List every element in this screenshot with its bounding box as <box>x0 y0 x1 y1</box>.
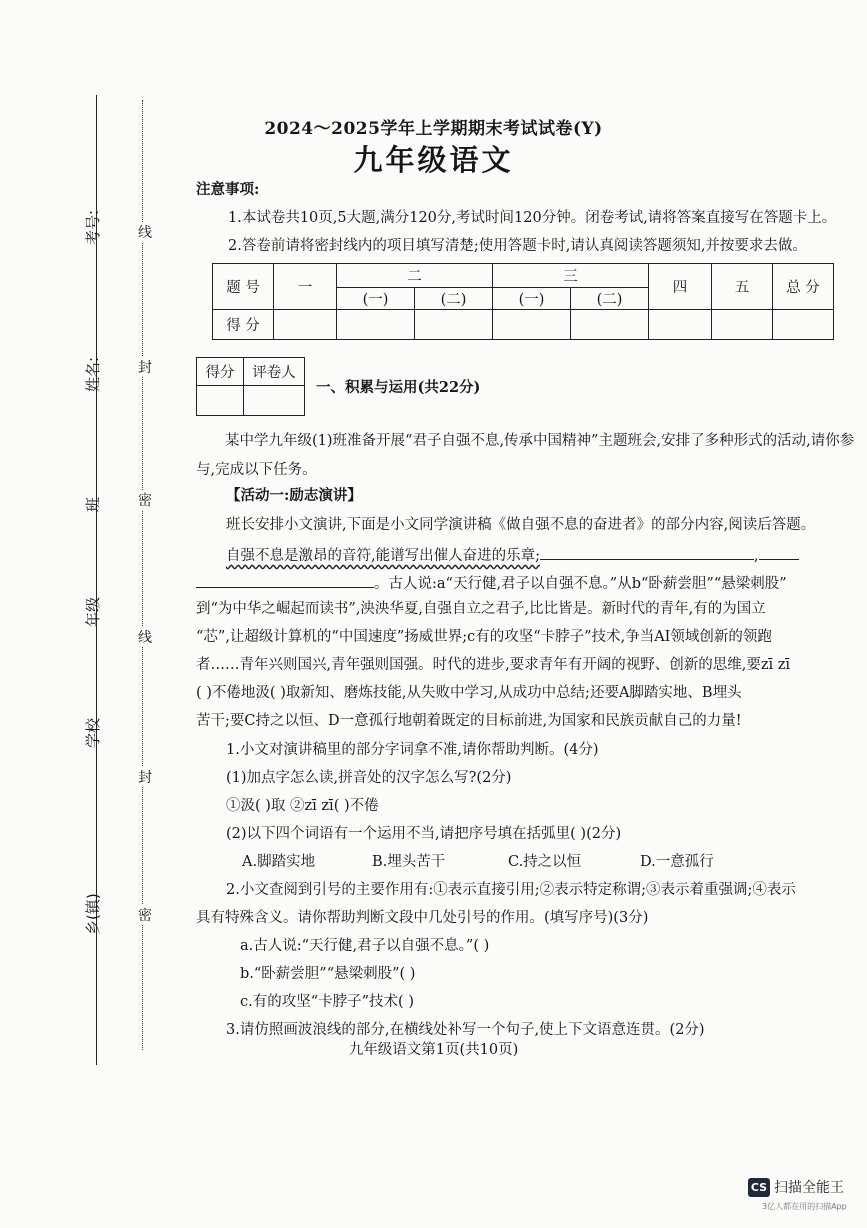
notice-heading: 注意事项: <box>196 181 260 198</box>
score-header-1: 一 <box>274 264 337 310</box>
answer-blank[interactable] <box>759 543 799 560</box>
camscanner-name: 扫描全能王 <box>774 1180 844 1196</box>
notice-item-2: 2.答卷前请将密封线内的项目填写清楚;使用答题卡时,请认真阅读答题须知,并按要求去做。 <box>228 238 807 254</box>
activity-lead: 班长安排小文演讲,下面是小文同学演讲稿《做自强不息的奋进者》的部分内容,阅读后答题。 <box>226 517 816 533</box>
score-cell[interactable] <box>773 310 834 340</box>
passage-line: “芯”,让超级计算机的“中国速度”扬威世界;c有的攻坚“卡脖子”技术,争当AI领域创新的领跑 <box>196 629 772 645</box>
passage-first-line <box>226 543 799 566</box>
score-cell[interactable] <box>712 310 773 340</box>
question-1: 1.小文对演讲稿里的部分字词拿不准,请你帮助判断。(4分) <box>226 742 599 758</box>
exam-subject: 九年级语文 <box>353 143 514 177</box>
score-table <box>212 263 834 340</box>
passage-text: 。古人说:a“天行健,君子以自强不息。”从b“卧薪尝胆”“悬梁刺股” <box>374 576 787 592</box>
option-a: A.脚踏实地 <box>242 854 316 870</box>
blank-comma: , <box>754 548 759 564</box>
seal-word-xian: 线 <box>138 222 152 242</box>
question-1-1: (1)加点字怎么读,拼音处的汉字怎么写?(2分) <box>226 770 512 786</box>
field-name[interactable]: 姓名: <box>84 356 102 392</box>
score-header-5: 五 <box>712 264 773 310</box>
score-header-4: 四 <box>649 264 712 310</box>
passage-line: 者……青年兴则国兴,青年强则国强。时代的进步,要求青年有开阔的视野、创新的思维,要zī zī <box>196 657 790 673</box>
grader-name-label: 评卷人 <box>244 358 305 386</box>
section-title: 一、积累与运用(共22分) <box>316 379 481 396</box>
score-sub-2-1: (一) <box>337 288 415 310</box>
question-2-line-2: 具有特殊含义。请你帮助判断文段中几处引号的作用。(填写序号)(3分) <box>196 910 649 926</box>
seal-word-mi-2: 密 <box>138 905 152 925</box>
page-footer: 九年级语文第1页(共10页) <box>348 1042 519 1058</box>
score-header-total: 总 分 <box>773 264 834 310</box>
camscanner-logo-icon: CS <box>748 1178 770 1197</box>
score-header-3: 三 <box>493 264 649 288</box>
seal-word-xian-2: 线 <box>138 627 152 647</box>
field-township[interactable]: 乡(镇) <box>84 893 102 935</box>
passage-line: 到“为中华之崛起而读书”,泱泱华夏,自强自立之君子,比比皆是。新时代的青年,有的为国立 <box>196 601 766 617</box>
score-header-2: 二 <box>337 264 493 288</box>
field-exam-number[interactable]: 考号: <box>84 209 102 245</box>
question-1-1-items[interactable]: ①汲( )取 ②zī zī( )不倦 <box>226 798 379 814</box>
passage-line <box>196 571 787 594</box>
seal-word-feng: 封 <box>138 357 152 377</box>
option-b: B.埋头苦干 <box>372 854 446 870</box>
camscanner-tagline: 3亿人都在用的扫描App <box>762 1202 847 1211</box>
grader-name-cell[interactable] <box>244 386 305 416</box>
grader-score-label: 得分 <box>197 358 244 386</box>
passage-line: 苦干;要C持之以恒、D一意孤行地朝着既定的目标前进,为国家和民族贡献自己的力量! <box>196 713 742 729</box>
grader-box <box>196 357 305 416</box>
score-cell[interactable] <box>571 310 649 340</box>
notice-item-1: 1.本试卷共10页,5大题,满分120分,考试时间120分钟。闭卷考试,请将答案直接写在答题卡上。 <box>228 210 837 226</box>
question-2-item-b[interactable]: b.“卧薪尝胆”“悬梁刺股”( ) <box>240 966 416 982</box>
score-cell[interactable] <box>493 310 571 340</box>
score-sub-2-2: (二) <box>415 288 493 310</box>
score-cell[interactable] <box>337 310 415 340</box>
score-row-label: 得 分 <box>213 310 274 340</box>
activity-heading: 【活动一:励志演讲】 <box>226 487 362 504</box>
score-header-label: 题 号 <box>213 264 274 310</box>
passage-line: ( )不倦地汲( )取新知、磨炼技能,从失败中学习,从成功中总结;还要A脚踏实地、B埋头 <box>196 685 742 701</box>
section-intro: 某中学九年级(1)班准备开展“君子自强不息,传承中国精神”主题班会,安排了多种形式的活动,请你参与,完成以下任务。 <box>196 433 855 478</box>
answer-blank[interactable] <box>196 571 374 588</box>
score-cell[interactable] <box>415 310 493 340</box>
field-grade[interactable]: 年级 <box>84 596 102 627</box>
question-3: 3.请仿照画波浪线的部分,在横线处补写一个句子,使上下文语意连贯。(2分) <box>226 1022 705 1038</box>
question-2-item-a[interactable]: a.古人说:“天行健,君子以自强不息。”( ) <box>240 938 490 954</box>
score-cell[interactable] <box>274 310 337 340</box>
score-sub-3-1: (一) <box>493 288 571 310</box>
option-c: C.持之以恒 <box>508 854 582 870</box>
question-1-2[interactable]: (2)以下四个词语有一个运用不当,请把序号填在括弧里( )(2分) <box>226 826 622 842</box>
question-2-line-1: 2.小文查阅到引号的主要作用有:①表示直接引用;②表示特定称谓;③表示着重强调;④表示 <box>226 882 796 898</box>
score-sub-3-2: (二) <box>571 288 649 310</box>
grader-score-cell[interactable] <box>197 386 244 416</box>
answer-blank[interactable] <box>540 543 754 560</box>
score-cell[interactable] <box>649 310 712 340</box>
seal-word-mi: 密 <box>138 490 152 510</box>
option-d: D.一意孤行 <box>640 854 714 870</box>
field-class[interactable]: 班 <box>84 496 102 512</box>
wavy-sentence: 自强不息是激昂的音符,能谱写出催人奋进的乐章; <box>226 548 540 564</box>
field-school[interactable]: 学校 <box>84 717 102 748</box>
seal-word-feng-2: 封 <box>138 767 152 787</box>
exam-title: 2024～2025学年上学期期末考试试卷(Y) <box>264 119 603 139</box>
question-2-item-c[interactable]: c.有的攻坚“卡脖子”技术( ) <box>240 994 414 1010</box>
